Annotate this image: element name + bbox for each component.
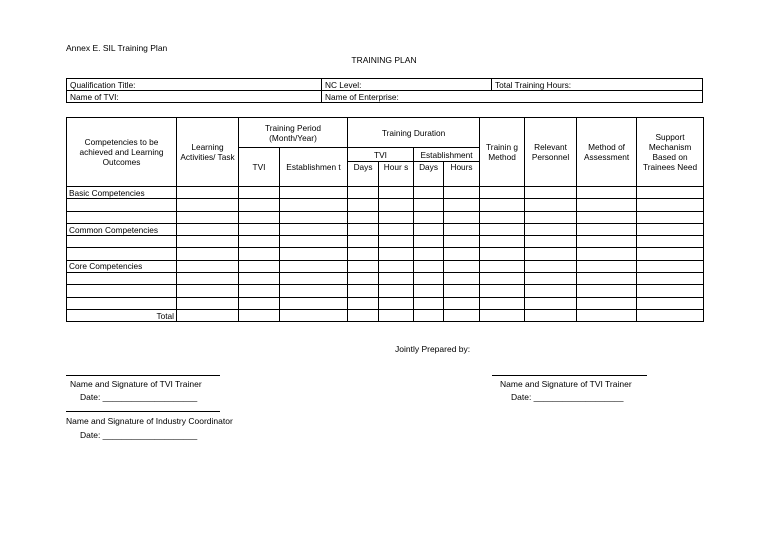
header-est-days: Days [414,162,444,187]
header-training-period: Training Period (Month/Year) [239,118,348,148]
table-row[interactable] [67,285,704,297]
signature-line-industry-coordinator[interactable] [66,411,220,412]
table-row[interactable] [67,199,704,211]
header-support-mechanism: Support Mechanism Based on Trainees Need [637,118,704,187]
header-tvi-days: Days [348,162,379,187]
table-row[interactable] [67,248,704,260]
industry-coordinator-date: Date: ____________________ [80,430,198,440]
header-relevant-personnel: Relevant Personnel [525,118,577,187]
header-est-hours: Hours [444,162,480,187]
table-row [67,187,704,199]
total-row [67,309,704,321]
header-competencies: Competencies to be achieved and Learning Outcomes [67,118,177,187]
header-training-duration: Training Duration [348,118,480,148]
signature-line-tvi-trainer[interactable] [66,375,220,376]
industry-coordinator-label: Name and Signature of Industry Coordinator [66,416,233,426]
tvi-trainer-date: Date: ____________________ [80,392,198,402]
signature-line-tvi-trainer-2[interactable] [492,375,647,376]
header-period-tvi: TVI [239,148,280,187]
table-row[interactable] [67,211,704,223]
header-method-assessment: Method of Assessment [577,118,637,187]
total-training-hours-cell[interactable]: Total Training Hours: [492,79,703,91]
header-duration-tvi: TVI [348,148,414,162]
tvi-trainer-label-2: Name and Signature of TVI Trainer [500,379,632,389]
table-row[interactable] [67,273,704,285]
name-of-enterprise-cell[interactable]: Name of Enterprise: [322,91,703,103]
header-tvi-hours: Hour s [379,162,414,187]
header-training-method: Trainin g Method [480,118,525,187]
table-row[interactable] [67,236,704,248]
table-row [67,223,704,235]
annex-label: Annex E. SIL Training Plan [66,43,168,53]
tvi-trainer-label: Name and Signature of TVI Trainer [70,379,202,389]
header-period-establishment: Establishmen t [280,148,348,187]
section-core-competencies: Core Competencies [67,260,177,272]
tvi-trainer-date-2: Date: ___________________ [511,392,624,402]
header-duration-establishment: Establishment [414,148,480,162]
nc-level-cell[interactable]: NC Level: [322,79,492,91]
document-title: TRAINING PLAN [351,55,417,65]
table-row [67,260,704,272]
section-basic-competencies: Basic Competencies [67,187,177,199]
total-label: Total [67,309,177,321]
section-common-competencies: Common Competencies [67,223,177,235]
header-learning-activities: Learning Activities/ Task [177,118,239,187]
qualification-title-cell[interactable]: Qualification Title: [67,79,322,91]
jointly-prepared-label: Jointly Prepared by: [395,344,471,354]
name-of-tvi-cell[interactable]: Name of TVI: [67,91,322,103]
info-table [66,78,703,103]
table-row[interactable] [67,297,704,309]
training-plan-table [66,117,704,322]
